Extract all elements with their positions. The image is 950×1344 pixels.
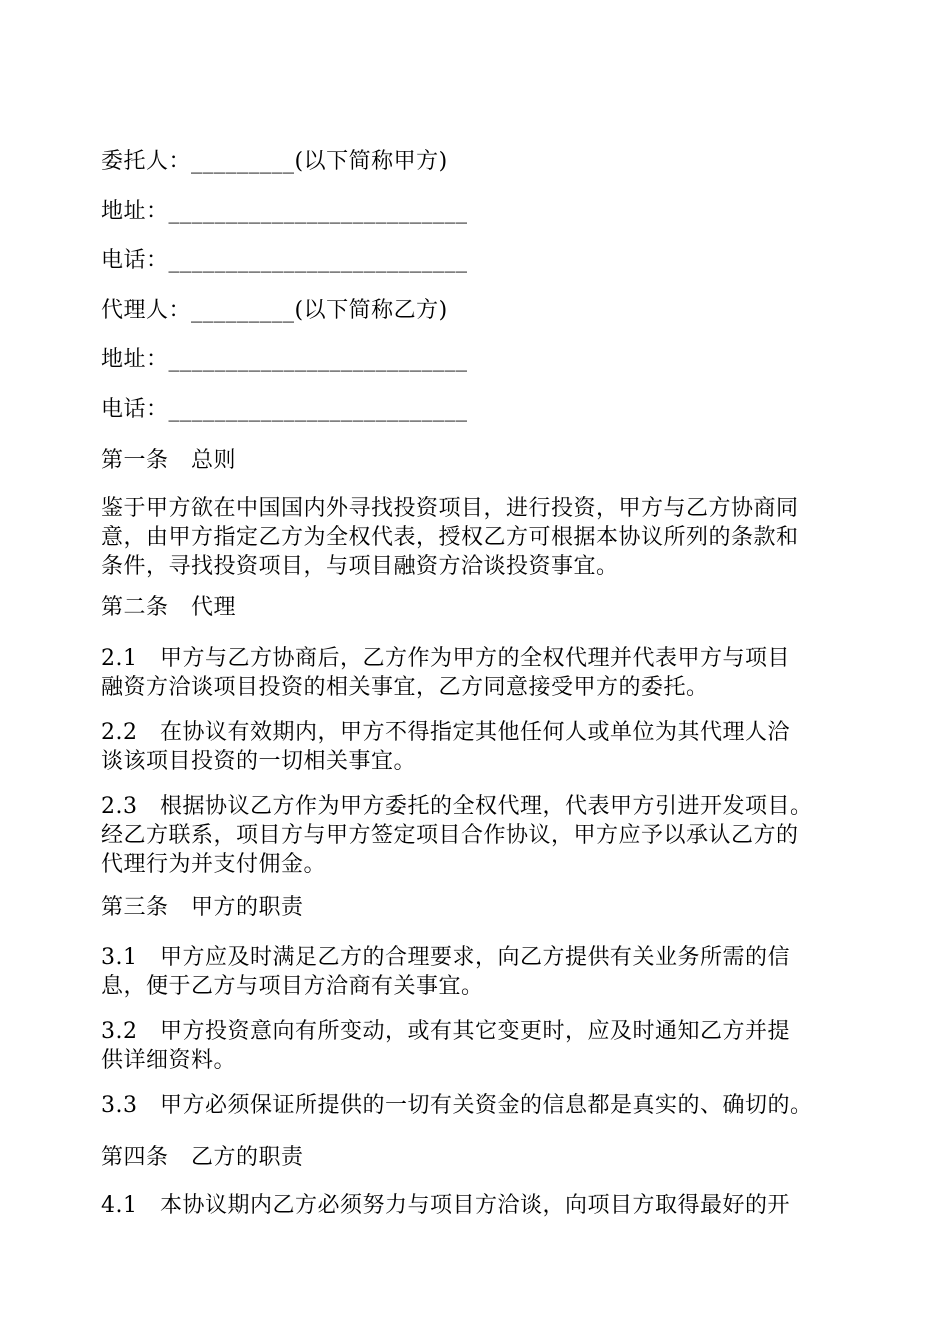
article-1-body <box>101 494 861 581</box>
text-line: 3.2 甲方投资意向有所变动，或有其它变更时，应及时通知乙方并提 <box>101 1019 790 1044</box>
text-line: 谈该项目投资的一切相关事宜。 <box>101 749 417 774</box>
agent-phone-line: 电话：__________________________ <box>101 397 468 422</box>
text-line: 经乙方联系，项目方与甲方签定项目合作协议，甲方应予以承认乙方的 <box>101 823 799 848</box>
clause-3-1 <box>101 943 861 1001</box>
clause-3-2 <box>101 1017 861 1075</box>
article-3-heading: 第三条 甲方的职责 <box>101 895 304 920</box>
principal-phone-line: 电话：__________________________ <box>101 248 468 273</box>
text-line: 代理行为并支付佣金。 <box>101 852 327 877</box>
text-line: 融资方洽谈项目投资的相关事宜，乙方同意接受甲方的委托。 <box>101 675 709 700</box>
text-line: 2.2 在协议有效期内，甲方不得指定其他任何人或单位为其代理人洽 <box>101 720 790 745</box>
agent-address-line: 地址：__________________________ <box>101 347 468 372</box>
text-line: 条件，寻找投资项目，与项目融资方洽谈投资事宜。 <box>101 554 619 579</box>
text-line: 鉴于甲方欲在中国国内外寻找投资项目，进行投资，甲方与乙方协商同 <box>101 496 799 521</box>
text-line: 意，由甲方指定乙方为全权代表，授权乙方可根据本协议所列的条款和 <box>101 525 799 550</box>
text-line: 息，便于乙方与项目方洽商有关事宜。 <box>101 974 484 999</box>
principal-address-line: 地址：__________________________ <box>101 199 468 224</box>
clause-4-1 <box>101 1191 861 1220</box>
clause-3-3 <box>101 1091 861 1120</box>
principal-line: 委托人：_________(以下简称甲方) <box>101 149 448 174</box>
text-line: 4.1 本协议期内乙方必须努力与项目方洽谈，向项目方取得最好的开 <box>101 1193 790 1218</box>
text-line: 3.3 甲方必须保证所提供的一切有关资金的信息都是真实的、确切的。 <box>101 1093 813 1118</box>
article-4-heading: 第四条 乙方的职责 <box>101 1145 304 1170</box>
clause-2-3 <box>101 792 861 879</box>
text-line: 2.1 甲方与乙方协商后，乙方作为甲方的全权代理并代表甲方与项目 <box>101 646 790 671</box>
text-line: 供详细资料。 <box>101 1048 237 1073</box>
article-2-heading: 第二条 代理 <box>101 595 237 620</box>
clause-2-2 <box>101 718 861 776</box>
text-line: 2.3 根据协议乙方作为甲方委托的全权代理，代表甲方引进开发项目。 <box>101 794 813 819</box>
agent-line: 代理人：_________(以下简称乙方) <box>101 298 448 323</box>
article-1-heading: 第一条 总则 <box>101 448 237 473</box>
clause-2-1 <box>101 644 861 702</box>
text-line: 3.1 甲方应及时满足乙方的合理要求，向乙方提供有关业务所需的信 <box>101 945 790 970</box>
